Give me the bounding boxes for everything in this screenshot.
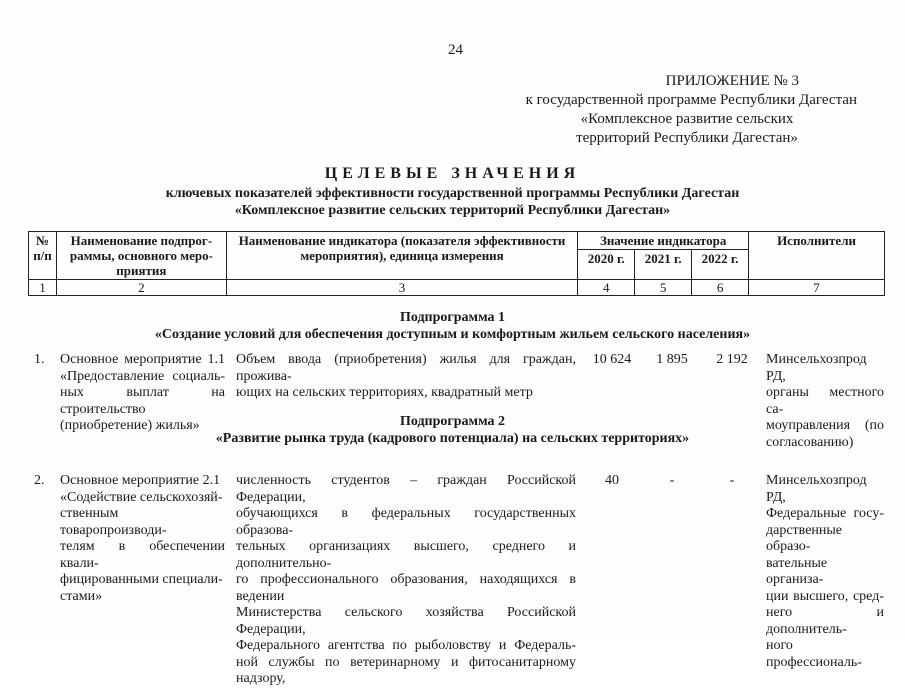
- document-subtitle-2: «Комплексное развитие сельских территорий Республики Дагестан»: [234, 203, 671, 218]
- row-1-number: 1.: [34, 352, 45, 367]
- subprogram-1-label: Подпрограмма 1: [399, 310, 506, 325]
- text-line: (приобретение) жилья»: [60, 418, 200, 433]
- text-line: Министерства сельского хозяйства Российской Федерации,: [236, 605, 576, 637]
- row-2-activity-name: [60, 473, 225, 605]
- row-1-value-2022: 2 192: [716, 352, 748, 367]
- column-number: 1: [29, 280, 57, 296]
- column-number: 4: [578, 280, 635, 296]
- text-line: моуправления (по: [766, 418, 884, 433]
- text-line: обучающихся в федеральных государственных образова-: [236, 506, 576, 538]
- header-2020: 2020 г.: [578, 250, 635, 280]
- appendix-program-name-2: территорий Республики Дагестан»: [576, 130, 798, 146]
- text-line: го профессионального образования, находящихся в ведении: [236, 572, 576, 604]
- row-2-value-2021: -: [669, 473, 675, 488]
- text-line: ных выплат на строительство: [60, 385, 225, 417]
- row-2-value-2020: 40: [605, 473, 619, 488]
- column-number: 3: [226, 280, 577, 296]
- column-number: 5: [635, 280, 692, 296]
- text-line: тельных организациях высшего, среднего и дополнительно-: [236, 539, 576, 571]
- text-line: Основное мероприятие 2.1: [60, 473, 221, 488]
- text-line: фицированными специали-: [60, 572, 223, 587]
- row-1-value-2021: 1 895: [656, 352, 688, 367]
- header-num: № п/п: [29, 232, 57, 280]
- header-indicator: Наименование индикатора (показателя эффективности мероприятия), единица измерения: [226, 232, 577, 280]
- subprogram-2-name: «Развитие рынка труда (кадрового потенциала) на сельских территориях»: [215, 431, 690, 446]
- text-line: Федеральные госу-: [766, 506, 884, 521]
- header-executors: Исполнители: [749, 232, 885, 280]
- header-2022: 2022 г.: [692, 250, 749, 280]
- text-line: стами»: [60, 588, 103, 604]
- row-2-number: 2.: [34, 473, 45, 488]
- text-line: Основное мероприятие 1.1: [60, 352, 225, 367]
- text-line: Минсельхозпрод РД,: [766, 473, 867, 505]
- page-number: 24: [448, 42, 463, 58]
- document-subtitle-1: ключевых показателей эффективности государственной программы Республики Дагестан: [165, 186, 740, 201]
- text-line: него и дополнитель-: [766, 605, 884, 637]
- text-line: Минсельхозпрод РД,: [766, 352, 867, 384]
- text-line: вательные организа-: [766, 555, 828, 587]
- text-line: ции высшего, сред-: [766, 588, 884, 604]
- column-number: 2: [56, 280, 226, 296]
- row-1-value-2020: 10 624: [592, 352, 632, 367]
- table-header: [28, 231, 885, 296]
- text-line: органы местного са-: [766, 385, 884, 417]
- text-line: Федерального агентства по рыболовству и Федераль-: [236, 638, 576, 653]
- text-line: «Предоставление социаль-: [60, 368, 225, 384]
- text-line: дарственные образо-: [766, 522, 843, 554]
- text-line: ющих на сельских территориях, квадратный метр: [236, 385, 533, 400]
- text-line: ственным товаропроизводи-: [60, 506, 167, 538]
- column-number: 7: [749, 280, 885, 296]
- text-line: ной службы по ветеринарному и фитосанитарному надзору,: [236, 654, 576, 686]
- row-1-indicator: [236, 352, 576, 402]
- subprogram-1-name: «Создание условий для обеспечения доступным и комфортным жильем сельского населения»: [154, 327, 751, 342]
- text-line: «Содействие сельскохозяй-: [60, 489, 223, 505]
- row-2-indicator: [236, 473, 576, 688]
- appendix-label: ПРИЛОЖЕНИЕ № 3: [665, 73, 799, 89]
- header-value-group: Значение индикатора: [578, 232, 749, 250]
- document-title: ЦЕЛЕВЫЕ ЗНАЧЕНИЯ: [324, 165, 581, 182]
- appendix-reference: к государственной программе Республики Дагестан: [525, 92, 857, 108]
- header-name: Наименование подпрог-раммы, основного меро-приятия: [56, 232, 226, 280]
- text-line: согласованию): [766, 434, 854, 450]
- header-2021: 2021 г.: [635, 250, 692, 280]
- text-line: ного профессиональ-: [766, 638, 862, 670]
- column-number: 6: [692, 280, 749, 296]
- text-line: численность студентов – граждан Российской Федерации,: [236, 473, 576, 505]
- row-2-value-2022: -: [729, 473, 735, 488]
- appendix-header: [517, 72, 857, 148]
- subprogram-2-label: Подпрограмма 2: [399, 414, 506, 429]
- text-line: Объем ввода (приобретения) жилья для граждан, прожива-: [236, 352, 576, 384]
- row-2-executors: [766, 473, 884, 671]
- appendix-program-name-1: «Комплексное развитие сельских: [580, 111, 794, 127]
- text-line: телям в обеспечении квали-: [60, 539, 225, 571]
